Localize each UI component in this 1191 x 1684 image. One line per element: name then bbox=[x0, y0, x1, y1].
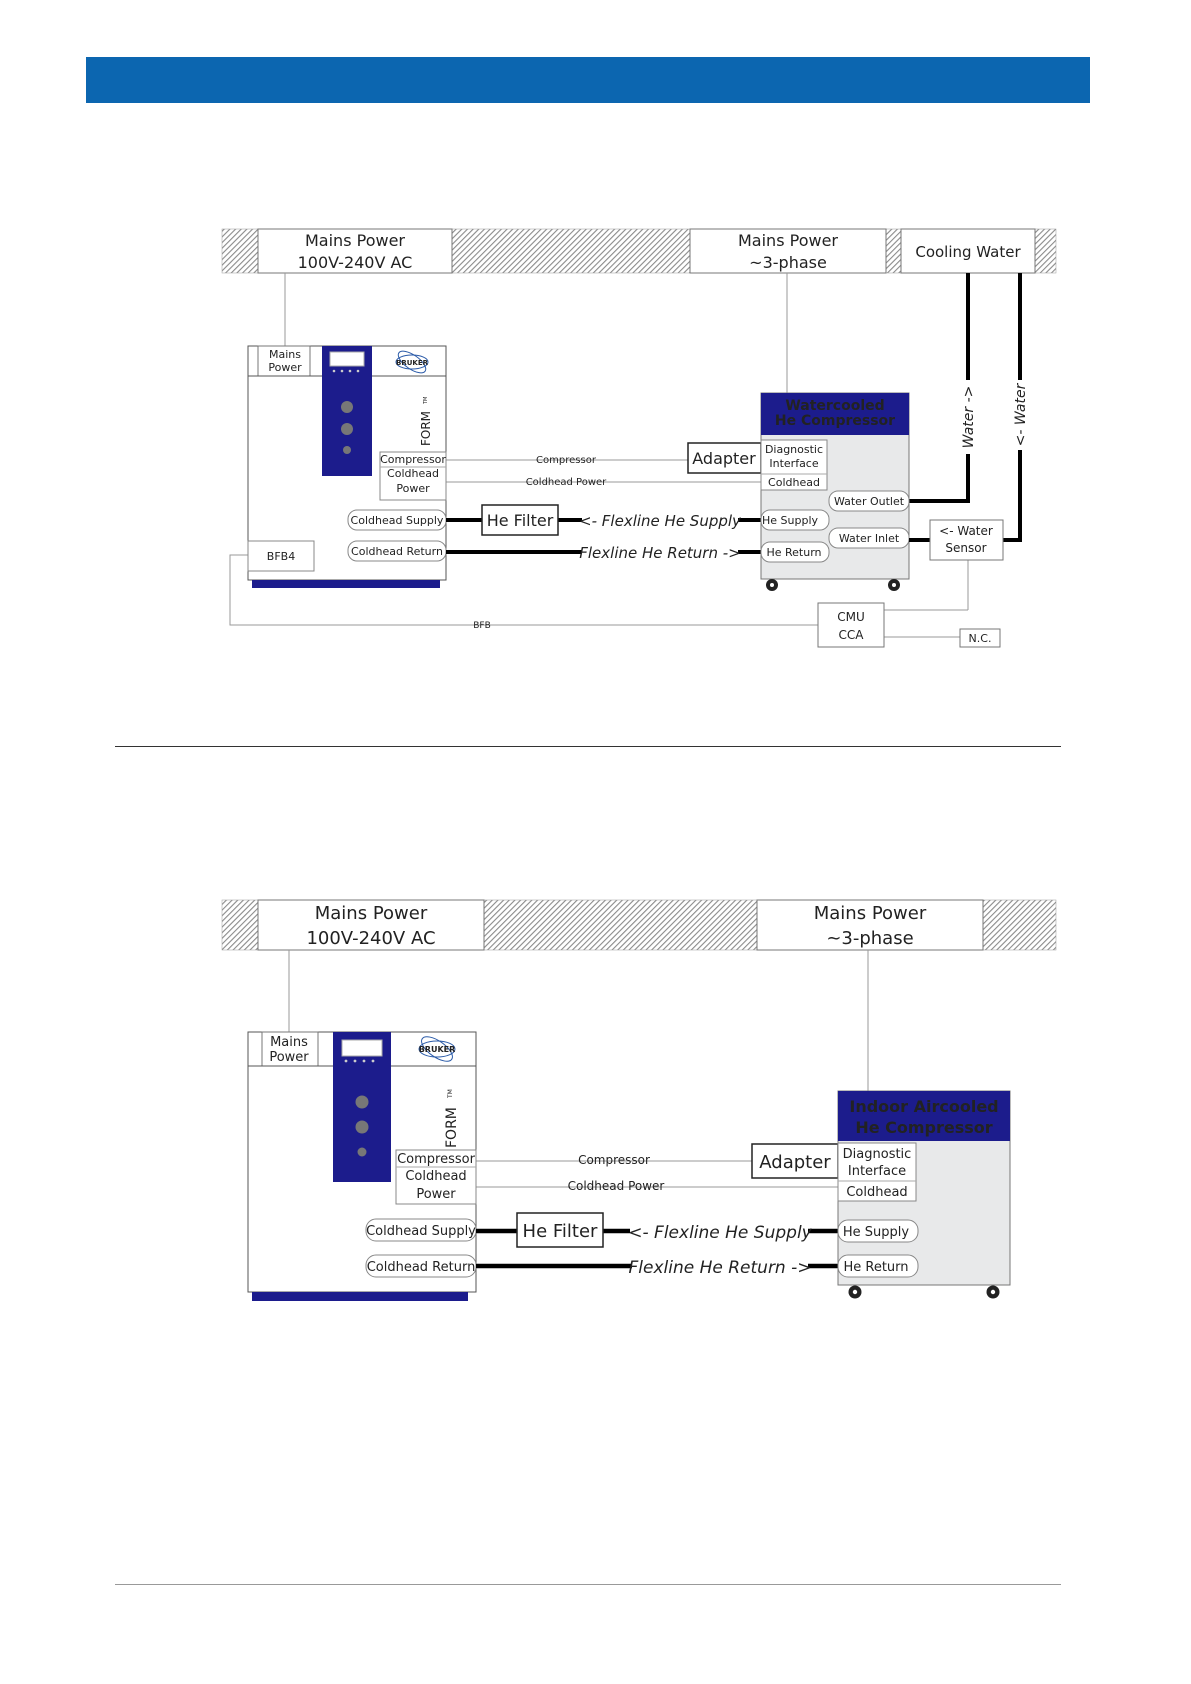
flexline-return-label: Flexline He Return -> bbox=[579, 544, 741, 562]
adapter-box bbox=[752, 1144, 838, 1178]
console-unit bbox=[248, 1032, 476, 1301]
compressor-line-label: Compressor bbox=[578, 1153, 650, 1167]
port-label: Power bbox=[416, 1187, 456, 1202]
compressor-title: Watercooled bbox=[785, 398, 885, 414]
port-label: Diagnostic bbox=[842, 1147, 912, 1162]
he-filter-label: He Filter bbox=[486, 511, 554, 530]
sensor-label: Sensor bbox=[945, 541, 987, 555]
diagnostic-interface-port bbox=[761, 440, 827, 490]
port-label: Coldhead Return bbox=[366, 1260, 476, 1275]
mains-power-label: Mains Power bbox=[314, 903, 428, 924]
port-label: Power bbox=[396, 482, 430, 495]
watercooled-compressor bbox=[761, 393, 909, 591]
compressor-subtitle: He Compressor bbox=[774, 413, 896, 429]
he-filter-box bbox=[482, 505, 558, 535]
adapter-label: Adapter bbox=[759, 1152, 831, 1173]
mains-power-label: Mains Power bbox=[738, 231, 838, 250]
coldhead-supply-port bbox=[366, 1219, 476, 1241]
flexline-supply-label: <- Flexline He Supply bbox=[579, 512, 741, 530]
he-return-port bbox=[761, 542, 829, 562]
mains-voltage-label: 100V-240V AC bbox=[306, 928, 436, 949]
mains-phase-label: ~3-phase bbox=[749, 253, 827, 272]
mains-power-label: Mains Power bbox=[813, 903, 927, 924]
port-label: Coldhead bbox=[405, 1169, 467, 1184]
console-unit bbox=[248, 346, 446, 588]
console-power-label: Power bbox=[268, 361, 302, 374]
port-label: Compressor bbox=[397, 1152, 475, 1167]
indicator-led-icon bbox=[358, 1148, 367, 1157]
port-label: He Return bbox=[843, 1260, 909, 1275]
bfb4-port bbox=[248, 541, 314, 571]
brand-text: BRUKER bbox=[418, 1045, 456, 1054]
cca-label: CCA bbox=[838, 628, 864, 642]
model-text: FORM bbox=[444, 1107, 460, 1148]
nc-label: N.C. bbox=[968, 632, 992, 645]
diagnostic-interface-port bbox=[838, 1143, 916, 1201]
indicator-led-icon bbox=[343, 446, 351, 454]
trademark-text: TM bbox=[423, 396, 429, 404]
port-label: Water Inlet bbox=[838, 532, 900, 545]
port-label: He Return bbox=[766, 546, 822, 559]
port-label: Coldhead bbox=[387, 467, 439, 480]
port-label: Interface bbox=[769, 457, 819, 470]
water-inlet-port bbox=[829, 528, 909, 548]
mains-power-three-phase bbox=[690, 229, 886, 273]
adapter-label: Adapter bbox=[692, 449, 756, 468]
compressor-line-label: Compressor bbox=[536, 455, 596, 466]
he-filter-label: He Filter bbox=[522, 1221, 598, 1242]
he-filter-box bbox=[517, 1213, 603, 1247]
port-label: Diagnostic bbox=[764, 443, 824, 456]
cmu-cca-box bbox=[818, 603, 884, 647]
port-label: Coldhead bbox=[846, 1185, 908, 1200]
he-return-port bbox=[838, 1255, 918, 1277]
mains-power-single bbox=[258, 900, 484, 950]
water-outflow-label: Water -> bbox=[961, 385, 977, 449]
caster-wheel-icon bbox=[849, 1286, 1000, 1299]
cooling-water-label: Cooling Water bbox=[915, 243, 1021, 261]
port-label: Interface bbox=[847, 1164, 907, 1179]
port-label: Coldhead bbox=[768, 476, 820, 489]
flexline-supply-label: <- Flexline He Supply bbox=[628, 1223, 812, 1243]
water-inflow-label: <- Water bbox=[1013, 383, 1029, 447]
flexline-return-label: Flexline He Return -> bbox=[628, 1258, 812, 1278]
display-screen bbox=[330, 352, 364, 366]
cmu-label: CMU bbox=[837, 610, 865, 624]
coldhead-return-port bbox=[348, 541, 446, 561]
console-mains-label: Mains bbox=[270, 1035, 308, 1050]
water-outlet-port bbox=[829, 491, 909, 511]
not-connected-box bbox=[960, 629, 1000, 647]
mains-power-single bbox=[258, 229, 452, 273]
cooling-water-supply bbox=[901, 229, 1035, 273]
coldhead-power-line-label: Coldhead Power bbox=[567, 1179, 665, 1193]
brand-text: BRUKER bbox=[395, 359, 429, 367]
he-supply-port bbox=[761, 510, 829, 530]
port-label: He Supply bbox=[842, 1225, 910, 1240]
display-screen bbox=[342, 1040, 382, 1056]
compressor-coldhead-power-port bbox=[396, 1150, 476, 1204]
port-label: Coldhead Supply bbox=[366, 1224, 476, 1239]
aircooled-compressor bbox=[838, 1091, 1010, 1299]
coldhead-return-port bbox=[366, 1255, 476, 1277]
port-label: He Supply bbox=[761, 514, 819, 527]
compressor-coldhead-power-port bbox=[380, 452, 446, 500]
control-knob-icon bbox=[356, 1121, 369, 1134]
compressor-subtitle: He Compressor bbox=[855, 1118, 993, 1137]
trademark-text: TM bbox=[447, 1089, 454, 1098]
port-label: BFB4 bbox=[266, 550, 296, 563]
coldhead-supply-port bbox=[348, 510, 446, 530]
console-mains-label: Mains bbox=[269, 348, 301, 361]
water-sensor-box bbox=[930, 520, 1003, 560]
watercooled-diagram bbox=[222, 229, 1056, 647]
port-label: Compressor bbox=[380, 453, 446, 466]
he-supply-port bbox=[838, 1220, 918, 1242]
adapter-box bbox=[688, 443, 761, 473]
mains-voltage-label: 100V-240V AC bbox=[297, 253, 413, 272]
bfb-line-label: BFB bbox=[473, 621, 491, 631]
sensor-label: <- Water bbox=[939, 524, 993, 538]
model-text: FORM bbox=[419, 410, 433, 446]
control-knob-icon bbox=[341, 401, 353, 413]
control-knob-icon bbox=[356, 1096, 369, 1109]
mains-power-label: Mains Power bbox=[305, 231, 405, 250]
aircooled-diagram bbox=[222, 900, 1056, 1301]
compressor-title: Indoor Aircooled bbox=[849, 1097, 999, 1116]
mains-phase-label: ~3-phase bbox=[826, 928, 914, 949]
console-power-label: Power bbox=[269, 1050, 309, 1065]
port-label: Coldhead Supply bbox=[350, 514, 444, 527]
port-label: Coldhead Return bbox=[351, 545, 443, 558]
caster-wheel-icon bbox=[766, 579, 900, 591]
control-knob-icon bbox=[341, 423, 353, 435]
port-label: Water Outlet bbox=[833, 495, 905, 508]
mains-power-three-phase bbox=[757, 900, 983, 950]
coldhead-power-line-label: Coldhead Power bbox=[525, 477, 607, 488]
